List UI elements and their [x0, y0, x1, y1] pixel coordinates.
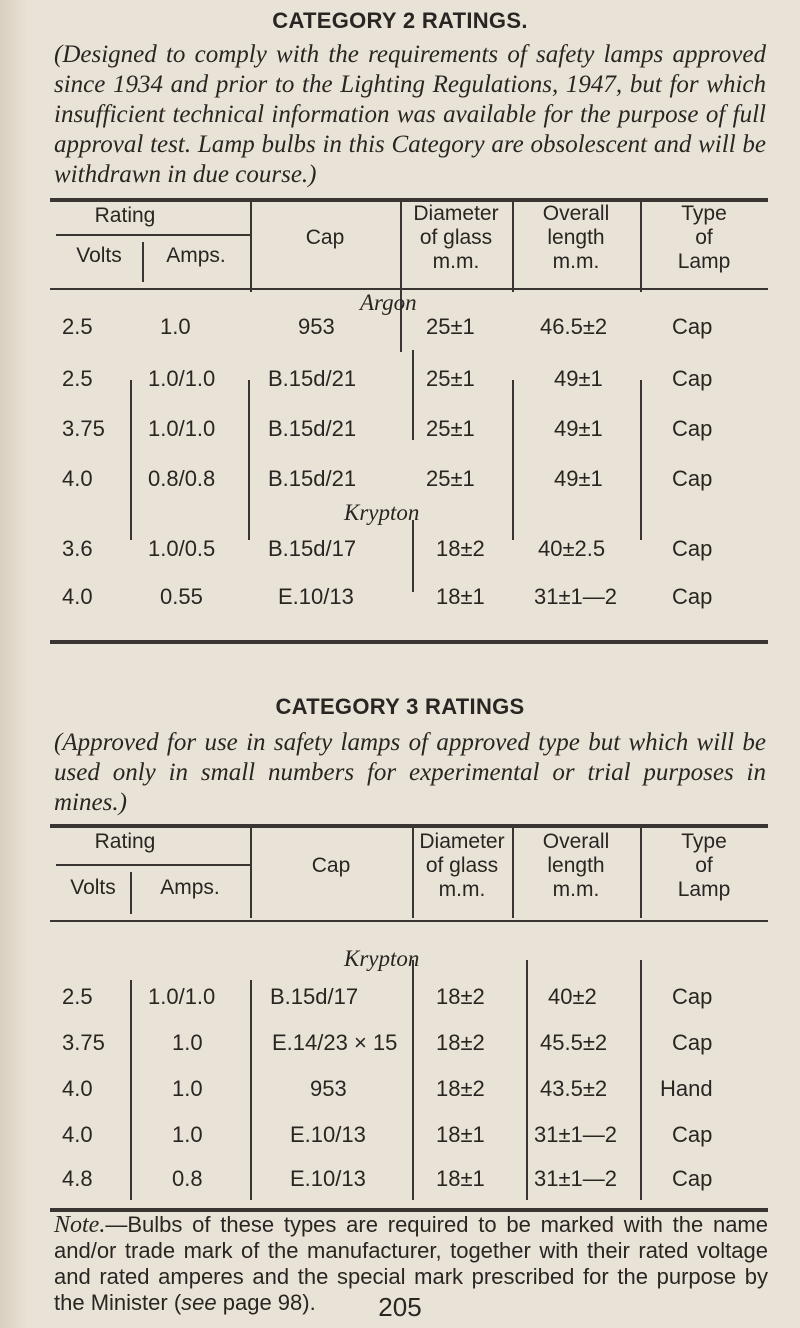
header-volts: Volts [76, 244, 122, 267]
header-volts: Volts [70, 876, 116, 899]
cell-cap: B.15d/21 [268, 466, 357, 491]
header-overall-l1: Overall [542, 830, 610, 853]
page-number: 205 [378, 1292, 422, 1322]
cell-cap: B.15d/17 [270, 984, 359, 1009]
header-type-l2: of [695, 854, 713, 877]
cell-volts: 3.75 [62, 416, 105, 441]
col-divider [412, 520, 414, 592]
header-amps: Amps. [160, 876, 220, 899]
col-divider [130, 980, 132, 1200]
footnote-tail: page 98). [216, 1290, 316, 1315]
cell-cap: E.10/13 [290, 1122, 366, 1147]
cell-type: Hand [660, 1076, 713, 1101]
cell-cap: 953 [310, 1076, 347, 1101]
cell-amps: 1.0/1.0 [148, 984, 216, 1009]
col-divider [248, 380, 250, 540]
cell-volts: 4.0 [62, 1122, 93, 1147]
cell-amps: 1.0 [172, 1030, 203, 1055]
table-bottom-rule [50, 640, 768, 644]
col-divider [512, 380, 514, 540]
cell-volts: 2.5 [62, 366, 93, 391]
cell-volts: 3.75 [62, 1030, 105, 1055]
cell-type: Cap [672, 984, 713, 1009]
cell-volts: 4.8 [62, 1166, 93, 1191]
cell-diameter: 25±1 [426, 416, 475, 441]
cell-volts: 2.5 [62, 984, 93, 1009]
header-type-l1: Type [681, 830, 727, 853]
header-type-l2: of [695, 226, 713, 249]
cell-type: Cap [672, 314, 713, 339]
table-top-rule [50, 824, 768, 828]
cell-cap: 953 [298, 314, 335, 339]
cell-length: 45.5±2 [540, 1030, 608, 1055]
cell-volts: 3.6 [62, 536, 93, 561]
group-label-argon: Argon [360, 290, 417, 315]
footnote-lead: Note. [54, 1212, 106, 1238]
group-label-krypton: Krypton [344, 500, 420, 525]
cell-length: 49±1 [554, 466, 603, 491]
cell-diameter: 18±2 [436, 1030, 485, 1055]
cell-cap: E.10/13 [278, 584, 354, 609]
col-divider [412, 350, 414, 440]
cell-length: 31±1—2 [534, 1122, 618, 1147]
col-divider [526, 960, 528, 1200]
header-diameter [400, 202, 512, 274]
header-rating: Rating [94, 204, 156, 227]
cell-type: Cap [672, 1122, 713, 1147]
col-divider [640, 380, 642, 540]
cell-type: Cap [672, 584, 713, 609]
footnote-see: see [181, 1290, 217, 1315]
header-diameter-l3: m.m. [438, 878, 486, 901]
header-overall-l2: length [547, 854, 605, 877]
header-diameter-l1: Diameter [419, 830, 505, 853]
cell-type: Cap [672, 1030, 713, 1055]
header-overall-l2: length [547, 226, 605, 249]
col-divider [412, 960, 414, 1200]
cell-length: 40±2 [548, 984, 597, 1009]
cell-volts: 2.5 [62, 314, 93, 339]
cell-diameter: 18±1 [436, 584, 485, 609]
cell-volts: 4.0 [62, 1076, 93, 1101]
cell-type: Cap [672, 416, 713, 441]
cell-diameter: 18±2 [436, 1076, 485, 1101]
cell-type: Cap [672, 1166, 713, 1191]
cell-diameter: 25±1 [426, 366, 475, 391]
cell-length: 40±2.5 [538, 536, 606, 561]
cell-amps: 0.55 [160, 584, 203, 609]
header-diameter-l2: of glass [419, 226, 493, 249]
header-diameter-l3: m.m. [432, 250, 480, 273]
cell-length: 49±1 [554, 416, 603, 441]
col-divider [640, 960, 642, 1200]
header-rating: Rating [94, 830, 156, 853]
header-diameter-l1: Diameter [413, 202, 499, 225]
cell-diameter: 18±2 [436, 536, 485, 561]
header-rule [56, 234, 250, 236]
cell-length: 31±1—2 [534, 584, 618, 609]
cell-type: Cap [672, 366, 713, 391]
category3-description: (Approved for use in safety lamps of approved type but which will be used only in small numbers for experimental or trial purposes in mines.) [54, 729, 766, 816]
header-overall-l3: m.m. [552, 250, 600, 273]
header-bottom-rule [50, 920, 768, 922]
cell-amps: 0.8/0.8 [148, 466, 216, 491]
cell-cap: B.15d/21 [268, 366, 357, 391]
cell-amps: 1.0 [172, 1076, 203, 1101]
cell-diameter: 25±1 [426, 314, 475, 339]
header-diameter-l2: of glass [425, 854, 499, 877]
col-divider [250, 980, 252, 1200]
cell-type: Cap [672, 536, 713, 561]
col-divider [130, 380, 132, 540]
cell-amps: 0.8 [172, 1166, 203, 1191]
cell-cap: E.14/23 × 15 [272, 1030, 398, 1055]
cell-diameter: 18±1 [436, 1122, 485, 1147]
cell-length: 49±1 [554, 366, 603, 391]
cell-volts: 4.0 [62, 584, 93, 609]
category3-heading: CATEGORY 3 RATINGS [275, 694, 525, 719]
cell-diameter: 18±1 [436, 1166, 485, 1191]
cell-cap: B.15d/17 [268, 536, 357, 561]
footnote-text: —Bulbs of these types are required to be marked with the name and/or trade mark of the manufacturer, together with their rated voltage and rated amperes and the special mark prescribed for the purpose by the Minister ( [54, 1212, 768, 1315]
cell-length: 31±1—2 [534, 1166, 618, 1191]
header-type [640, 202, 768, 274]
page-edge-shadow [0, 0, 28, 1328]
header-diameter [412, 830, 512, 902]
header-overall [512, 202, 640, 274]
header-overall-l3: m.m. [552, 878, 600, 901]
header-rule [56, 864, 250, 866]
cell-amps: 1.0/1.0 [148, 416, 216, 441]
header-type-l3: Lamp [677, 250, 731, 273]
group-label-krypton: Krypton [344, 946, 420, 971]
category2-description: (Designed to comply with the requirements of safety lamps approved since 1934 and prior to the Lighting Regulations, 1947, but for which insufficient technical information was available for the purpose of full approval test. Lamp bulbs in this Category are obsolescent and will be withdrawn in due course.) [54, 41, 766, 188]
header-overall [512, 830, 640, 902]
cell-volts: 4.0 [62, 466, 93, 491]
cell-amps: 1.0/1.0 [148, 366, 216, 391]
cell-diameter: 18±2 [436, 984, 485, 1009]
cell-length: 43.5±2 [540, 1076, 608, 1101]
cell-amps: 1.0 [160, 314, 191, 339]
cell-amps: 1.0/0.5 [148, 536, 216, 561]
header-cap: Cap [305, 226, 345, 249]
header-type [640, 830, 768, 902]
header-type-l3: Lamp [677, 878, 731, 901]
category2-heading: CATEGORY 2 RATINGS. [272, 8, 528, 33]
header-type-l1: Type [681, 202, 727, 225]
cell-amps: 1.0 [172, 1122, 203, 1147]
cell-diameter: 25±1 [426, 466, 475, 491]
cell-length: 46.5±2 [540, 314, 608, 339]
cell-cap: E.10/13 [290, 1166, 366, 1191]
header-amps: Amps. [166, 244, 226, 267]
cell-cap: B.15d/21 [268, 416, 357, 441]
cell-type: Cap [672, 466, 713, 491]
header-cap: Cap [311, 854, 351, 877]
header-overall-l1: Overall [542, 202, 610, 225]
